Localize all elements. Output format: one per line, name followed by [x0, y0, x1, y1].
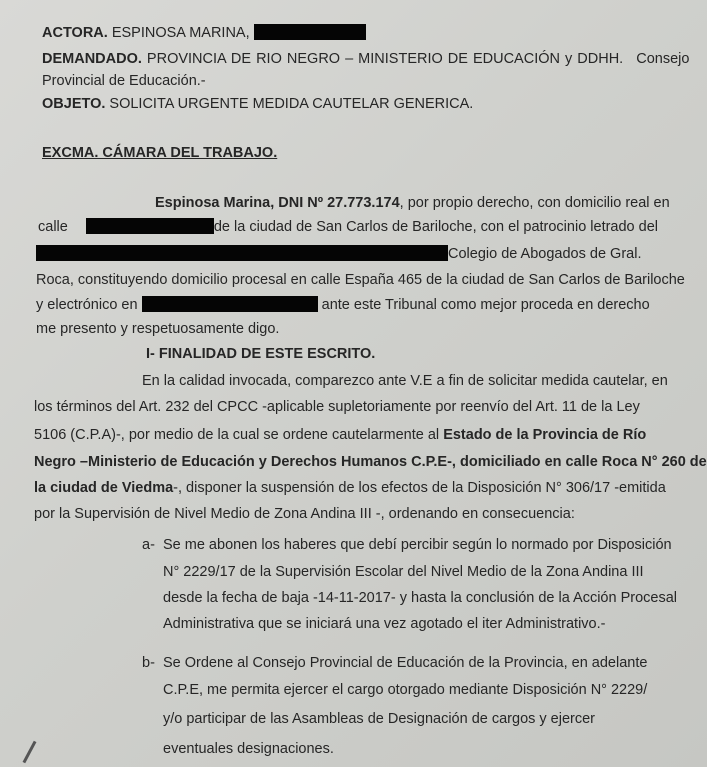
redaction-bar [36, 245, 448, 261]
redaction-bar [142, 296, 318, 312]
demandado-label: DEMANDADO. [42, 51, 142, 67]
section-title: I- FINALIDAD DE ESTE ESCRITO. [146, 346, 376, 362]
intro-line-4: Roca, constituyendo domicilio procesal en calle España 465 de la ciudad de San Carlos de Bariloche [36, 272, 685, 288]
body-line-4: Negro –Ministerio de Educación y Derechos Humanos C.P.E-, domiciliado en calle Roca N° 260 de [34, 454, 707, 470]
demandado-tail: Consejo [636, 51, 690, 67]
redaction-bar [86, 218, 214, 234]
plaintiff-name: Espinosa Marina, DNI Nº 27.773.174 [155, 195, 400, 211]
intro-line-1 [155, 194, 670, 212]
objeto-value: SOLICITA URGENTE MEDIDA CAUTELAR GENERICA. [109, 96, 474, 112]
intro-line-6: me presento y respetuosamente digo. [36, 321, 280, 337]
intro-text: calle [38, 219, 68, 235]
intro-text: de la ciudad de San Carlos de Bariloche, con el patrocinio letrado del [213, 219, 658, 235]
intro-line-5 [36, 296, 650, 314]
court-heading: EXCMA. CÁMARA DEL TRABAJO. [42, 145, 278, 161]
actora-value: ESPINOSA MARINA, [111, 25, 250, 41]
intro-line-2 [38, 218, 658, 236]
demandado-value: PROVINCIA DE RIO NEGRO – MINISTERIO DE EDUCACIÓN y DDHH. [146, 51, 624, 67]
body-text-bold: Estado de la Provincia de Río [443, 427, 647, 443]
intro-text: y electrónico en [36, 297, 138, 313]
actora-label: ACTORA. [42, 25, 108, 41]
intro-text: Colegio de Abogados de Gral. [448, 246, 642, 262]
item-b-line-1: Se Ordene al Consejo Provincial de Educación de la Provincia, en adelante [163, 655, 648, 671]
demandado-line [42, 50, 689, 68]
body-text-bold: la ciudad de Viedma [34, 480, 174, 496]
item-b-line-4: eventuales designaciones. [163, 741, 334, 757]
redaction-bar [254, 24, 366, 40]
objeto-line [42, 95, 473, 113]
item-b-marker: b- [142, 655, 155, 671]
body-line-6: por la Supervisión de Nivel Medio de Zona Andina III -, ordenando en consecuencia: [34, 506, 575, 522]
body-line-1: En la calidad invocada, comparezco ante V.E a fin de solicitar medida cautelar, en [142, 373, 668, 389]
body-text: 5106 (C.P.A)-, por medio de la cual se ordene cautelarmente al [34, 427, 444, 443]
actora-line [42, 24, 366, 42]
objeto-label: OBJETO. [42, 96, 106, 112]
demandado-line-2: Provincial de Educación.- [42, 73, 206, 89]
item-a-marker: a- [142, 537, 155, 553]
body-text: -, disponer la suspensión de los efectos de la Disposición N° 306/17 -emitida [173, 480, 666, 496]
item-a-line-2: N° 2229/17 de la Supervisión Escolar del Nivel Medio de la Zona Andina III [163, 564, 644, 580]
pen-mark [23, 741, 37, 764]
item-a-line-1: Se me abonen los haberes que debí percibir según lo normado por Disposición [163, 537, 672, 553]
intro-rest: , por propio derecho, con domicilio real en [399, 195, 670, 211]
body-line-3 [34, 426, 646, 444]
body-line-2: los términos del Art. 232 del CPCC -aplicable supletoriamente por reenvío del Art. 11 de la Ley [34, 399, 640, 415]
body-line-5 [34, 479, 666, 497]
intro-text: ante este Tribunal como mejor proceda en derecho [321, 297, 650, 313]
item-b-line-3: y/o participar de las Asambleas de Designación de cargos y ejercer [163, 711, 596, 727]
item-a-line-4: Administrativa que se iniciará una vez agotado el iter Administrativo.- [163, 616, 606, 632]
intro-line-3 [36, 245, 641, 263]
item-b-line-2: C.P.E, me permita ejercer el cargo otorgado mediante Disposición N° 2229/ [163, 682, 648, 698]
item-a-line-3: desde la fecha de baja -14-11-2017- y hasta la conclusión de la Acción Procesal [163, 590, 677, 606]
